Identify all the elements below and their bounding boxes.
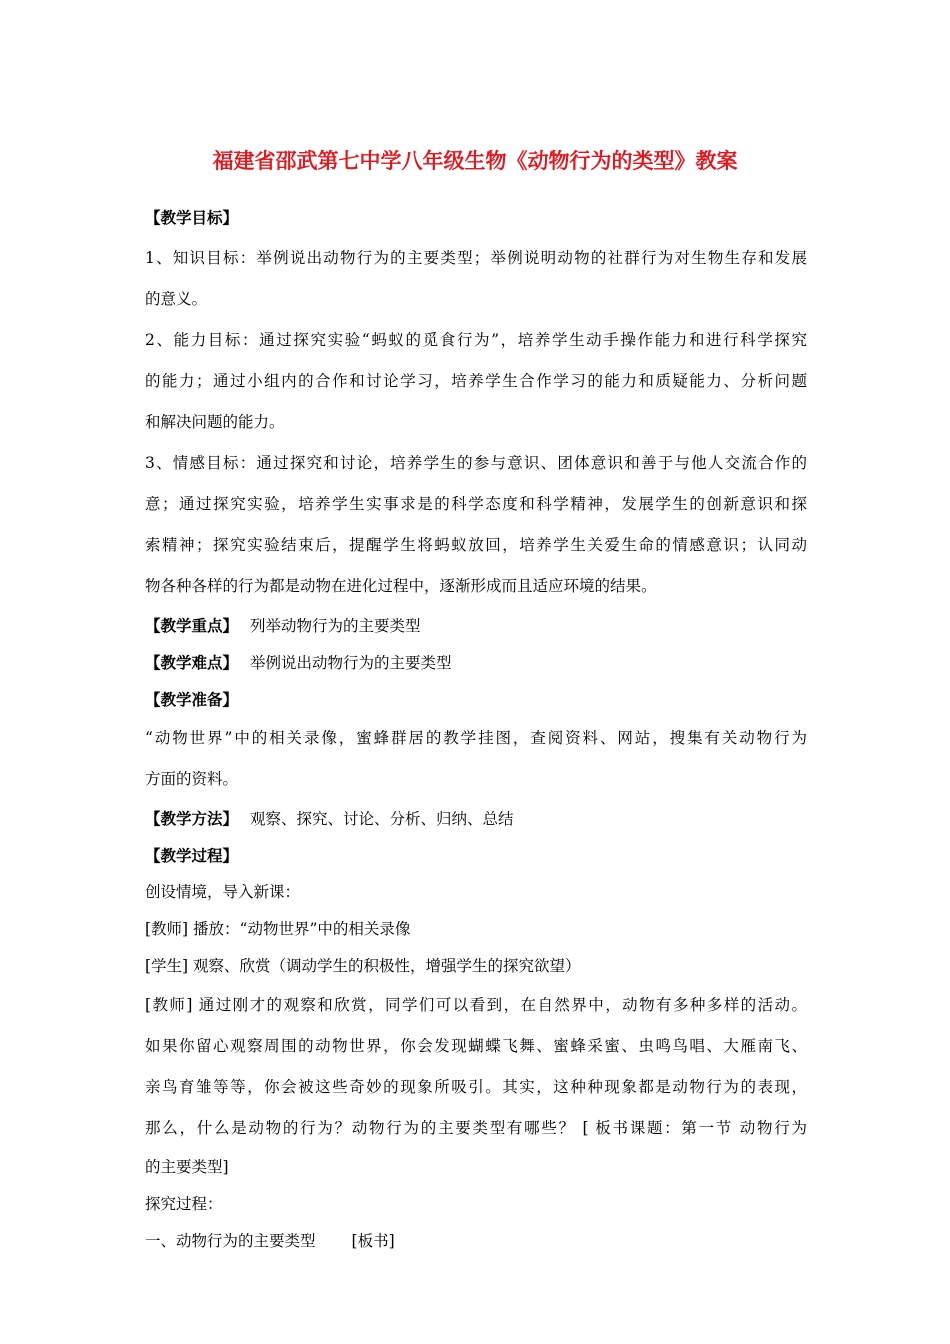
goal3-line4: 物各种各样的行为都是动物在进化过程中，逐渐形成而且适应环境的结果。 xyxy=(145,577,657,595)
section1 xyxy=(145,1223,807,1260)
method-label: 【教学方法】 xyxy=(145,809,239,828)
goal3-line2: 意；通过探究实验，培养学生实事求是的科学态度和科学精神，发展学生的创新意识和探 xyxy=(145,495,807,513)
preparation-label: 【教学准备】 xyxy=(145,690,239,709)
difficulty xyxy=(145,644,807,681)
teacher2-line4: 那么，什么是动物的行为？动物行为的主要类型有哪些？ [ 板书课题：第一节 动物行为 xyxy=(145,1119,807,1137)
goals-heading: 【教学目标】 xyxy=(145,208,239,227)
process-label: 【教学过程】 xyxy=(145,846,239,865)
preparation-line1: “动物世界”中的相关录像，蜜蜂群居的教学挂图，查阅资料、网站，搜集有关动物行为 xyxy=(145,729,807,747)
preparation-line2: 方面的资料。 xyxy=(145,770,239,788)
section1-note: [板书] xyxy=(351,1232,395,1250)
goal3-line1: 3、情感目标：通过探究和讨论，培养学生的参与意识、团体意识和善于与他人交流合作的 xyxy=(145,454,807,472)
goal2-line3: 和解决问题的能力。 xyxy=(145,413,285,431)
process-intro: 创设情境，导入新课： xyxy=(145,883,301,901)
teacher2-line1: [教师] 通过刚才的观察和欣赏，同学们可以看到，在自然界中，动物有多种多样的活动。 xyxy=(145,996,807,1014)
key-point xyxy=(145,607,807,644)
goal3-line3: 索精神；探究实验结束后，提醒学生将蚂蚁放回，培养学生关爱生命的情感意识；认同动 xyxy=(145,536,807,554)
goal1-line1: 1、知识目标：举例说出动物行为的主要类型；举例说明动物的社群行为对生物生存和发展 xyxy=(145,249,807,267)
key-point-text: 列举动物行为的主要类型 xyxy=(250,617,421,635)
teacher2-line5: 的主要类型] xyxy=(145,1158,229,1176)
goal2-line2: 的能力；通过小组内的合作和讨论学习，培养学生合作学习的能力和质疑能力、分析问题 xyxy=(145,372,807,390)
difficulty-label: 【教学难点】 xyxy=(145,653,239,672)
key-point-label: 【教学重点】 xyxy=(145,616,239,635)
explore-label: 探究过程： xyxy=(145,1195,223,1213)
teacher2-line2: 如果你留心观察周围的动物世界，你会发现蝴蝶飞舞、蜜蜂采蜜、虫鸣鸟唱、大雁南飞、 xyxy=(145,1037,807,1055)
difficulty-text: 举例说出动物行为的主要类型 xyxy=(250,654,452,672)
method xyxy=(145,800,807,837)
teacher-line-1: [教师] 播放：“动物世界”中的相关录像 xyxy=(145,920,411,938)
goal1-line2: 的意义。 xyxy=(145,290,208,308)
goal2-line1: 2、能力目标：通过探究实验“蚂蚁的觅食行为”，培养学生动手操作能力和进行科学探究 xyxy=(145,331,807,349)
document-body xyxy=(145,197,807,1260)
method-text: 观察、探究、讨论、分析、归纳、总结 xyxy=(250,810,514,828)
student-line-1: [学生] 观察、欣赏（调动学生的积极性，增强学生的探究欲望） xyxy=(145,957,581,975)
section1-text: 一、动物行为的主要类型 xyxy=(145,1232,316,1250)
teacher2-line3: 亲鸟育雏等等，你会被这些奇妙的现象所吸引。其实，这种种现象都是动物行为的表现， xyxy=(145,1078,807,1096)
document-title: 福建省邵武第七中学八年级生物《动物行为的类型》教案 xyxy=(212,149,738,173)
